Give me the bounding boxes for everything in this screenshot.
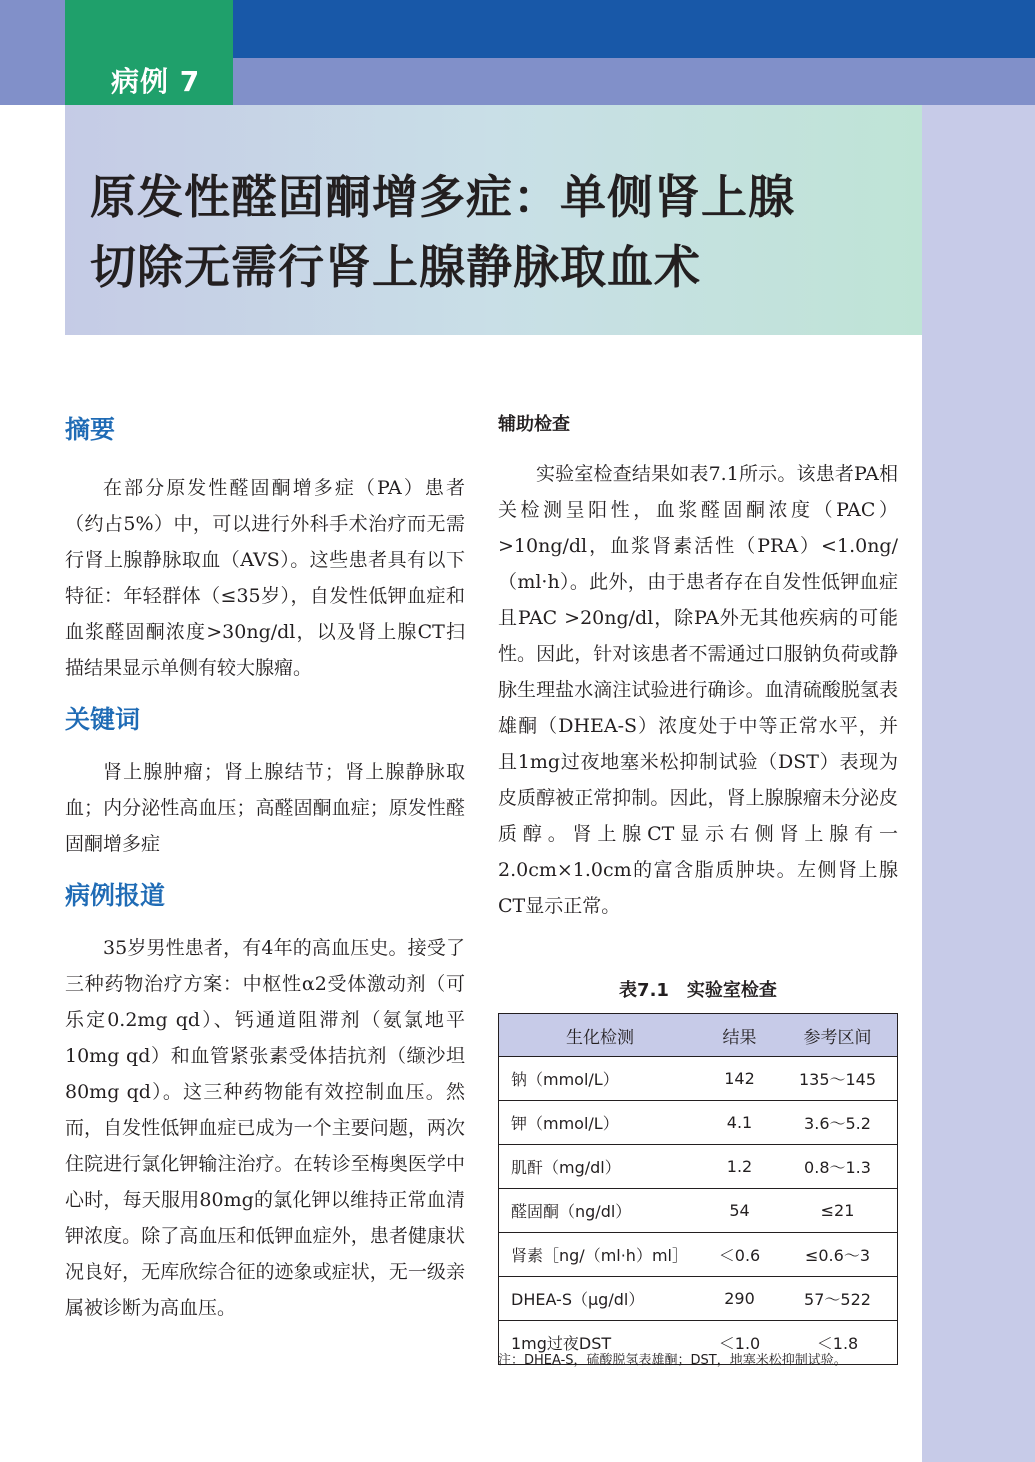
cell-result: 290 <box>701 1277 778 1321</box>
case-tag-block <box>65 0 233 105</box>
table-row <box>499 1189 898 1233</box>
cell-reference: 57～522 <box>778 1277 898 1321</box>
aux-exam-text: 实验室检查结果如表7.1所示。该患者PA相关检测呈阳性，血浆醛固酮浓度（PAC）>10ng/dl，血浆肾素活性（PRA）<1.0ng/（ml·h）。此外，由于患者存在自发性低钾血症且PAC >20ng/dl，除PA外无其他疾病的可能性。因此，针对该患者不需通过口服钠负荷或静脉生理盐水滴注试验进行确诊。血清硫酸脱氢表雄酮（DHEA-S）浓度处于中等正常水平，并且1mg过夜地塞米松抑制试验（DST）表现为皮质醇被正常抑制。因此，肾上腺腺瘤未分泌皮质醇。肾上腺CT显示右侧肾上腺有一2.0cm×1.0cm的富含脂质肿块。左侧肾上腺CT显示正常。 <box>498 463 898 917</box>
table-title: 表7.1 实验室检查 <box>619 980 777 1001</box>
abstract-heading: 摘要 <box>65 415 116 444</box>
cell-result: ＜1.0 <box>701 1321 778 1365</box>
cell-test: 钠（mmol/L） <box>499 1057 702 1101</box>
table-row <box>499 1277 898 1321</box>
left-color-stripe <box>0 0 65 105</box>
table-row <box>499 1101 898 1145</box>
abstract-text: 在部分原发性醛固酮增多症（PA）患者（约占5%）中，可以进行外科手术治疗而无需行肾上腺静脉取血（AVS）。这些患者具有以下特征：年轻群体（≤35岁），自发性低钾血症和血浆醛固酮浓度>30ng/dl，以及肾上腺CT扫描结果显示单侧有较大腺瘤。 <box>65 477 465 679</box>
cell-result: 142 <box>701 1057 778 1101</box>
keywords-heading: 关键词 <box>65 705 141 734</box>
cell-test: 肾素［ng/（ml·h）ml］ <box>499 1233 702 1277</box>
page-title-line-2: 切除无需行肾上腺静脉取血术 <box>90 240 701 294</box>
cell-result: 54 <box>701 1189 778 1233</box>
cell-reference: 135～145 <box>778 1057 898 1101</box>
case-report-heading: 病例报道 <box>65 881 166 910</box>
table-footnote: 注：DHEA-S，硫酸脱氢表雄酮；DST，地塞米松抑制试验。 <box>498 1353 847 1368</box>
top-blue-band <box>233 0 1035 58</box>
table-row <box>499 1145 898 1189</box>
cell-test: DHEA-S（μg/dl） <box>499 1277 702 1321</box>
cell-reference: ≤21 <box>778 1189 898 1233</box>
col-header-test: 生化检测 <box>499 1014 702 1057</box>
table-header-row <box>499 1014 898 1057</box>
case-tag-label: 病例 7 <box>111 65 201 98</box>
cell-result: 4.1 <box>701 1101 778 1145</box>
aux-exam-heading: 辅助检查 <box>498 414 570 435</box>
case-report-text: 35岁男性患者，有4年的高血压史。接受了三种药物治疗方案：中枢性α2受体激动剂（可乐定0.2mg qd）、钙通道阻滞剂（氨氯地平10mg qd）和血管紧张素受体拮抗剂（缬沙坦80mg qd）。这三种药物能有效控制血压。然而，自发性低钾血症已成为一个主要问题，两次住院进行氯化钾输注治疗。在转诊至梅奥医学中心时，每天服用80mg的氯化钾以维持正常血清钾浓度。除了高血压和低钾血症外，患者健康状况良好，无库欣综合征的迹象或症状，无一级亲属被诊断为高血压。 <box>65 937 465 1319</box>
cell-test: 1mg过夜DST <box>499 1321 702 1365</box>
right-margin-stripe <box>922 105 1035 1462</box>
cell-result: 1.2 <box>701 1145 778 1189</box>
cell-test: 醛固酮（ng/dl） <box>499 1189 702 1233</box>
cell-reference: 0.8～1.3 <box>778 1145 898 1189</box>
cell-reference: 3.6～5.2 <box>778 1101 898 1145</box>
cell-test: 钾（mmol/L） <box>499 1101 702 1145</box>
lab-results-table <box>498 1013 898 1365</box>
title-banner <box>65 105 922 335</box>
top-lavender-band <box>233 58 1035 105</box>
cell-result: ＜0.6 <box>701 1233 778 1277</box>
page-title-line-1: 原发性醛固酮增多症：单侧肾上腺 <box>90 170 795 224</box>
table-row <box>499 1233 898 1277</box>
cell-test: 肌酐（mg/dl） <box>499 1145 702 1189</box>
right-column <box>498 410 898 924</box>
col-header-result: 结果 <box>701 1014 778 1057</box>
left-column <box>65 410 465 1326</box>
keywords-text: 肾上腺肿瘤；肾上腺结节；肾上腺静脉取血；内分泌性高血压；高醛固酮血症；原发性醛固酮增多症 <box>65 761 465 855</box>
cell-reference: ≤0.6～3 <box>778 1233 898 1277</box>
cell-reference: ＜1.8 <box>778 1321 898 1365</box>
table-row <box>499 1057 898 1101</box>
col-header-reference: 参考区间 <box>778 1014 898 1057</box>
